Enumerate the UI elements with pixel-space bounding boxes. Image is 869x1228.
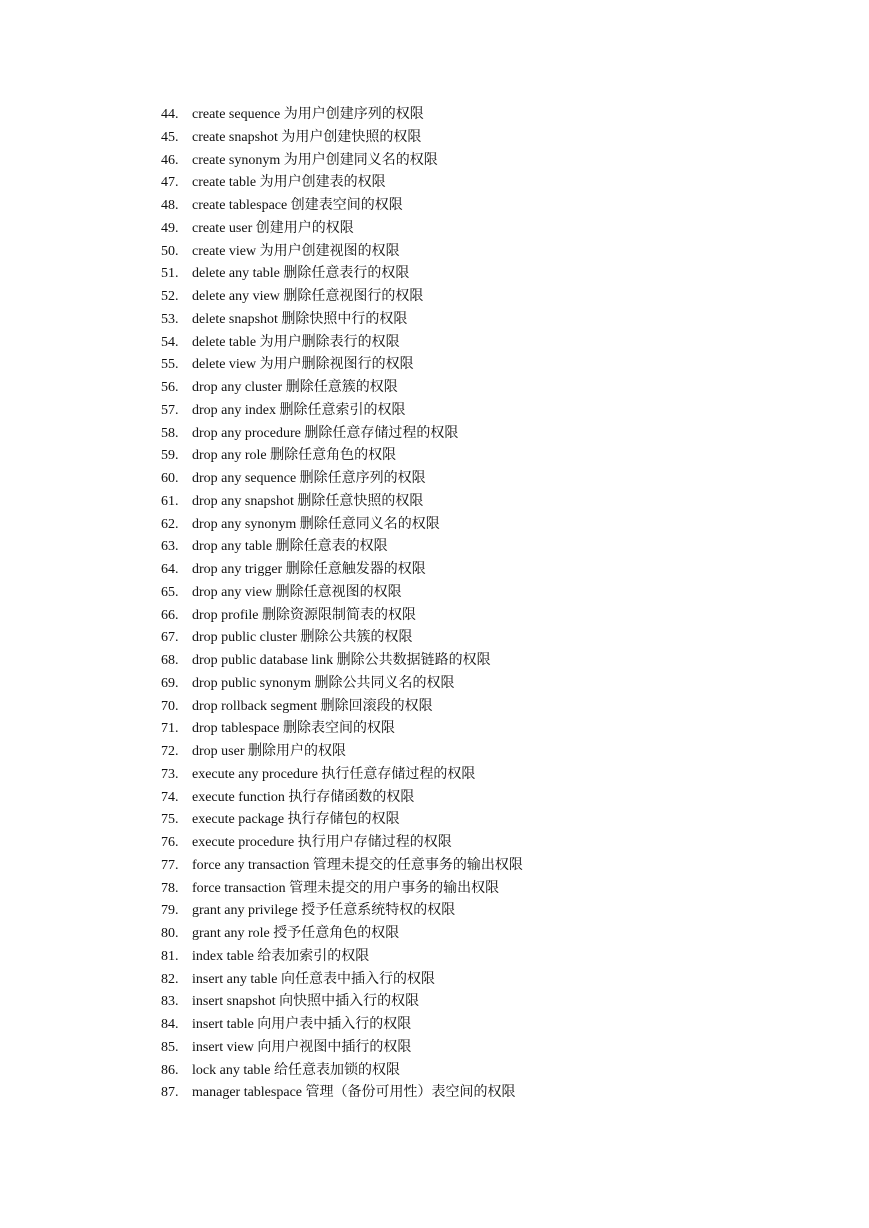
item-number: 78.: [161, 880, 179, 896]
list-item: [161, 104, 523, 127]
list-item: [161, 263, 523, 286]
list-item: [161, 809, 523, 832]
item-number: 81.: [161, 948, 179, 964]
item-number: 73.: [161, 766, 179, 782]
item-number: 44.: [161, 107, 179, 122]
item-text: drop profile 删除资源限制简表的权限: [192, 607, 416, 623]
item-number: 48.: [161, 198, 179, 213]
item-number: 68.: [161, 653, 179, 668]
list-item: [161, 354, 523, 377]
list-item: [161, 878, 523, 901]
list-item: [161, 195, 523, 218]
item-text: drop any trigger 删除任意触发器的权限: [192, 562, 426, 577]
item-text: insert snapshot 向快照中插入行的权限: [192, 994, 420, 1010]
item-text: insert any table 向任意表中插入行的权限: [192, 971, 436, 987]
item-number: 87.: [161, 1085, 179, 1101]
item-text: execute package 执行存储包的权限: [192, 812, 400, 828]
list-item: [161, 1037, 523, 1060]
list-item: [161, 605, 523, 628]
item-number: 62.: [161, 516, 179, 532]
item-number: 66.: [161, 607, 179, 623]
item-number: 86.: [161, 1062, 179, 1078]
list-item: [161, 218, 523, 241]
item-text: drop any synonym 删除任意同义名的权限: [192, 516, 440, 532]
item-number: 67.: [161, 630, 179, 646]
item-number: 47.: [161, 175, 179, 191]
item-text: grant any role 授予任意角色的权限: [192, 926, 400, 941]
list-item: [161, 445, 523, 468]
item-text: create synonym 为用户创建同义名的权限: [192, 152, 438, 168]
item-number: 84.: [161, 1017, 179, 1032]
item-text: delete snapshot 删除快照中行的权限: [192, 311, 408, 327]
item-number: 75.: [161, 812, 179, 828]
item-number: 55.: [161, 357, 179, 373]
item-text: create snapshot 为用户创建快照的权限: [192, 129, 422, 145]
list-item: [161, 400, 523, 423]
item-number: 58.: [161, 425, 179, 441]
item-number: 82.: [161, 971, 179, 987]
item-number: 49.: [161, 220, 179, 236]
list-item: [161, 582, 523, 605]
list-item: [161, 514, 523, 537]
item-text: create tablespace 创建表空间的权限: [192, 198, 403, 213]
list-item: [161, 764, 523, 787]
item-text: create table 为用户创建表的权限: [192, 175, 386, 191]
list-item: [161, 536, 523, 559]
item-number: 63.: [161, 539, 179, 555]
list-item: [161, 1060, 523, 1083]
item-number: 64.: [161, 562, 179, 577]
item-text: drop any table 删除任意表的权限: [192, 539, 388, 555]
item-text: force transaction 管理未提交的用户事务的输出权限: [192, 880, 500, 896]
list-item: [161, 1082, 523, 1105]
list-item: [161, 991, 523, 1014]
item-text: lock any table 给任意表加锁的权限: [192, 1062, 401, 1078]
item-number: 69.: [161, 675, 179, 691]
item-number: 45.: [161, 129, 179, 145]
item-number: 52.: [161, 289, 179, 304]
item-text: drop public cluster 删除公共簇的权限: [192, 630, 413, 646]
item-text: insert table 向用户表中插入行的权限: [192, 1017, 412, 1032]
item-number: 59.: [161, 448, 179, 464]
item-text: create user 创建用户的权限: [192, 220, 354, 236]
item-number: 51.: [161, 266, 179, 282]
list-item: [161, 969, 523, 992]
item-number: 61.: [161, 493, 179, 509]
item-text: drop user 删除用户的权限: [192, 744, 346, 759]
item-number: 83.: [161, 994, 179, 1010]
list-item: [161, 241, 523, 264]
item-number: 50.: [161, 243, 179, 259]
list-item: [161, 491, 523, 514]
item-text: drop any index 删除任意索引的权限: [192, 402, 406, 418]
item-number: 74.: [161, 789, 179, 805]
list-item: [161, 332, 523, 355]
list-item: [161, 559, 523, 582]
item-text: execute function 执行存储函数的权限: [192, 789, 415, 805]
list-item: [161, 946, 523, 969]
item-number: 54.: [161, 334, 179, 350]
privilege-list: [161, 104, 523, 1105]
list-item: [161, 127, 523, 150]
list-item: [161, 741, 523, 764]
item-text: create sequence 为用户创建序列的权限: [192, 107, 424, 122]
list-item: [161, 286, 523, 309]
list-item: [161, 377, 523, 400]
item-number: 57.: [161, 402, 179, 418]
list-item: [161, 900, 523, 923]
item-number: 46.: [161, 152, 179, 168]
item-number: 70.: [161, 698, 179, 714]
item-text: delete view 为用户删除视图行的权限: [192, 357, 414, 373]
item-number: 77.: [161, 857, 179, 873]
list-item: [161, 832, 523, 855]
item-number: 65.: [161, 584, 179, 600]
item-text: force any transaction 管理未提交的任意事务的输出权限: [192, 857, 523, 873]
item-text: index table 给表加索引的权限: [192, 948, 370, 964]
item-text: drop rollback segment 删除回滚段的权限: [192, 698, 433, 714]
item-number: 80.: [161, 926, 179, 941]
item-text: execute procedure 执行用户存储过程的权限: [192, 835, 452, 850]
item-text: execute any procedure 执行任意存储过程的权限: [192, 766, 476, 782]
item-text: drop any snapshot 删除任意快照的权限: [192, 493, 424, 509]
item-number: 79.: [161, 903, 179, 919]
item-number: 85.: [161, 1039, 179, 1055]
list-item: [161, 696, 523, 719]
item-text: drop public synonym 删除公共同义名的权限: [192, 675, 455, 691]
list-item: [161, 1014, 523, 1037]
item-text: drop any procedure 删除任意存储过程的权限: [192, 425, 459, 441]
item-number: 60.: [161, 471, 179, 486]
item-text: grant any privilege 授予任意系统特权的权限: [192, 903, 456, 919]
item-number: 53.: [161, 311, 179, 327]
list-item: [161, 423, 523, 446]
item-text: delete any table 删除任意表行的权限: [192, 266, 410, 282]
item-number: 76.: [161, 835, 179, 850]
item-text: drop tablespace 删除表空间的权限: [192, 721, 395, 737]
item-number: 56.: [161, 380, 179, 395]
item-number: 72.: [161, 744, 179, 759]
list-item: [161, 923, 523, 946]
list-item: [161, 172, 523, 195]
list-item: [161, 309, 523, 332]
list-item: [161, 673, 523, 696]
list-item: [161, 650, 523, 673]
item-text: drop any role 删除任意角色的权限: [192, 448, 397, 464]
item-text: delete table 为用户删除表行的权限: [192, 334, 400, 350]
list-item: [161, 468, 523, 491]
item-text: drop any view 删除任意视图的权限: [192, 584, 402, 600]
item-text: drop any cluster 删除任意簇的权限: [192, 380, 398, 395]
list-item: [161, 855, 523, 878]
item-text: drop any sequence 删除任意序列的权限: [192, 471, 426, 486]
item-number: 71.: [161, 721, 179, 737]
item-text: insert view 向用户视图中插行的权限: [192, 1039, 412, 1055]
list-item: [161, 150, 523, 173]
item-text: delete any view 删除任意视图行的权限: [192, 289, 424, 304]
list-item: [161, 787, 523, 810]
item-text: manager tablespace 管理（备份可用性）表空间的权限: [192, 1085, 516, 1101]
list-item: [161, 627, 523, 650]
item-text: drop public database link 删除公共数据链路的权限: [192, 653, 491, 668]
item-text: create view 为用户创建视图的权限: [192, 243, 400, 259]
list-item: [161, 718, 523, 741]
